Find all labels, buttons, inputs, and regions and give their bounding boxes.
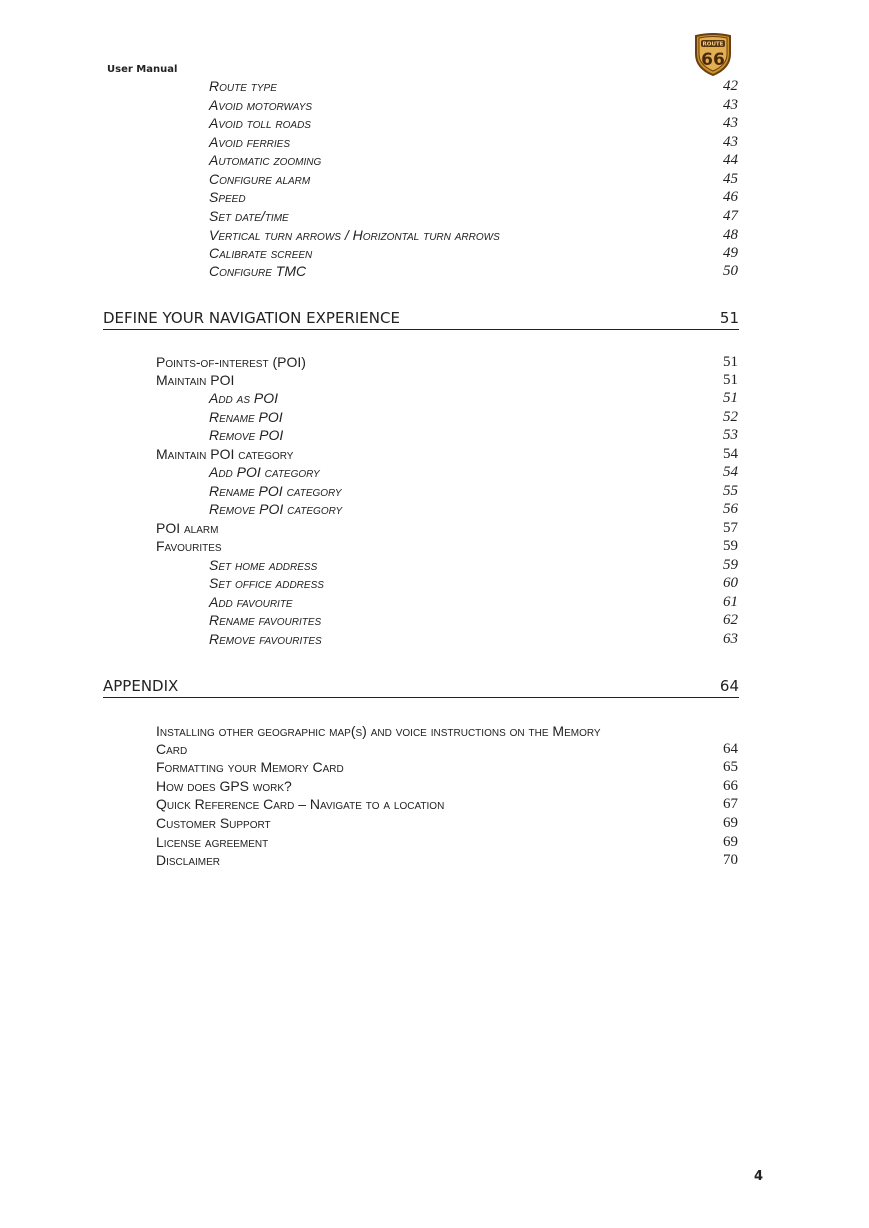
page-number: 4 xyxy=(754,1169,764,1184)
toc-page-number: 45 xyxy=(723,171,738,187)
toc-entry[interactable]: Route type xyxy=(209,78,277,94)
toc-page-number: 59 xyxy=(723,538,738,554)
route66-logo xyxy=(692,32,734,76)
toc-page-number: 66 xyxy=(723,778,738,794)
toc-page-number: 60 xyxy=(723,575,738,591)
toc-entry[interactable]: Remove POI xyxy=(209,427,284,443)
toc-page-number: 55 xyxy=(723,483,738,499)
toc-page-number: 69 xyxy=(723,815,738,831)
toc-entry[interactable]: Vertical turn arrows / Horizontal turn arrows xyxy=(209,227,500,243)
toc-entry[interactable]: Customer Support xyxy=(156,815,271,831)
toc-section-heading[interactable] xyxy=(103,309,739,330)
section-title: DEFINE YOUR NAVIGATION EXPERIENCE xyxy=(103,309,400,327)
toc-page-number: 42 xyxy=(723,78,738,94)
toc-entry[interactable]: License agreement xyxy=(156,834,269,850)
toc-entry[interactable]: Formatting your Memory Card xyxy=(156,759,344,775)
toc-entry[interactable]: Remove favourites xyxy=(209,631,322,647)
toc-entry[interactable]: Avoid motorways xyxy=(209,97,313,113)
svg-text:ROUTE: ROUTE xyxy=(702,41,724,48)
toc-page-number: 56 xyxy=(723,501,738,517)
toc-page-number: 50 xyxy=(723,263,738,279)
toc-entry[interactable]: Disclaimer xyxy=(156,852,221,868)
toc-entry[interactable]: Add as POI xyxy=(209,390,279,406)
toc-page-number: 48 xyxy=(723,227,738,243)
toc-entry[interactable]: Favourites xyxy=(156,538,222,554)
toc-entry[interactable]: POI alarm xyxy=(156,520,219,536)
section-page-number: 64 xyxy=(719,677,739,695)
toc-page-number: 43 xyxy=(723,134,738,150)
toc-entry[interactable]: Calibrate screen xyxy=(209,245,313,261)
toc-entry[interactable]: Set office address xyxy=(209,575,324,591)
toc-page-number: 51 xyxy=(723,354,738,370)
toc-page-number: 43 xyxy=(723,97,738,113)
toc-entry[interactable]: Automatic zooming xyxy=(209,152,322,168)
toc-page-number: 52 xyxy=(723,409,738,425)
toc-page-number: 49 xyxy=(723,245,738,261)
toc-entry[interactable]: Set date/time xyxy=(209,208,289,224)
toc-page-number: 65 xyxy=(723,759,738,775)
toc-page-number: 59 xyxy=(723,557,738,573)
toc-entry[interactable]: How does GPS work? xyxy=(156,778,292,794)
toc-entry[interactable]: Configure alarm xyxy=(209,171,311,187)
toc-page-number: 57 xyxy=(723,520,738,536)
svg-text:66: 66 xyxy=(701,50,725,70)
toc-page-number: 70 xyxy=(723,852,738,868)
toc-entry[interactable]: Avoid ferries xyxy=(209,134,291,150)
toc-entry[interactable]: Maintain POI xyxy=(156,372,235,388)
toc-entry[interactable]: Installing other geographic map(s) and voice instructions on the Memory xyxy=(156,723,601,739)
toc-entry[interactable]: Add POI category xyxy=(209,464,320,480)
toc-page-number: 46 xyxy=(723,189,738,205)
toc-page-number: 44 xyxy=(723,152,738,168)
toc-page-number: 43 xyxy=(723,115,738,131)
toc-page-number: 51 xyxy=(723,372,738,388)
toc-entry[interactable]: Maintain POI category xyxy=(156,446,294,462)
section-page-number: 51 xyxy=(719,309,739,327)
toc-entry[interactable]: Remove POI category xyxy=(209,501,343,517)
toc-page-number: 69 xyxy=(723,834,738,850)
toc-page-number: 47 xyxy=(723,208,738,224)
toc-page-number: 51 xyxy=(723,390,738,406)
toc-page-number: 61 xyxy=(723,594,738,610)
toc-entry[interactable]: Avoid toll roads xyxy=(209,115,311,131)
toc-entry[interactable]: Rename POI category xyxy=(209,483,342,499)
toc-entry[interactable]: Rename POI xyxy=(209,409,283,425)
toc-entry[interactable]: Quick Reference Card – Navigate to a location xyxy=(156,796,445,812)
toc-page-number: 54 xyxy=(723,464,738,480)
toc-entry[interactable]: Set home address xyxy=(209,557,318,573)
toc-entry[interactable]: Card xyxy=(156,741,188,757)
toc-page-number: 53 xyxy=(723,427,738,443)
toc-entry[interactable]: Add favourite xyxy=(209,594,293,610)
toc-entry[interactable]: Rename favourites xyxy=(209,612,322,628)
toc-page-number: 63 xyxy=(723,631,738,647)
toc-entry[interactable]: Points-of-interest (POI) xyxy=(156,354,306,370)
header-label: User Manual xyxy=(107,64,178,75)
toc-page-number: 62 xyxy=(723,612,738,628)
toc-page-number: 54 xyxy=(723,446,738,462)
toc-section-heading[interactable] xyxy=(103,677,739,698)
section-title: APPENDIX xyxy=(103,677,179,695)
toc-entry[interactable]: Configure TMC xyxy=(209,263,307,279)
toc-page-number: 67 xyxy=(723,796,738,812)
toc-entry[interactable]: Speed xyxy=(209,189,246,205)
toc-page-number: 64 xyxy=(723,741,738,757)
